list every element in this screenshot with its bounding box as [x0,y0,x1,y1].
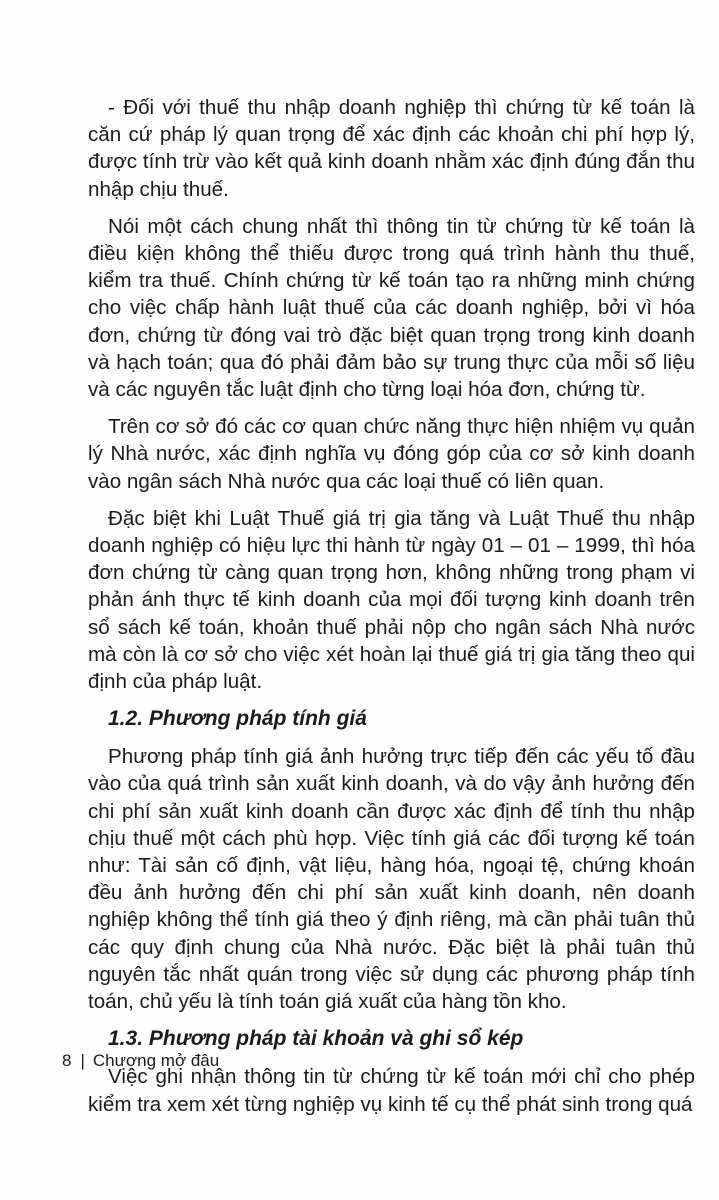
page-body [88,94,695,1128]
paragraph-accounts-double-entry: Việc ghi nhận thông tin từ chứng từ kế toán mới chỉ cho phép kiểm tra xem xét từng nghiệp vụ kinh tế cụ thể phát sinh trong quá [88,1065,695,1116]
section-heading-pricing-method: 1.2. Phương pháp tính giá [108,707,367,731]
paragraph-state-management: Trên cơ sở đó các cơ quan chức năng thực hiện nhiệm vụ quản lý Nhà nước, xác định nghĩa vụ đóng góp của cơ sở kinh doanh vào ngân sách Nhà nước qua các loại thuế có liên quan. [88,415,695,493]
page-footer [62,1050,219,1072]
paragraph-income-tax: - Đối với thuế thu nhập doanh nghiệp thì chứng từ kế toán là căn cứ pháp lý quan trọng để xác định các khoản chi phí hợp lý, được tính trừ vào kết quả kinh doanh nhằm xác định đúng đắn thu nhập chịu thuế. [88,96,695,201]
footer-separator: | [80,1051,85,1070]
paragraph-vat-law: Đặc biệt khi Luật Thuế giá trị gia tăng và Luật Thuế thu nhập doanh nghiệp có hiệu lực thi hành từ ngày 01 – 01 – 1999, thì hóa đơn chứng từ càng quan trọng hơn, không những trong phạm vi phản ánh thực tế kinh doanh của mọi đối tượng kinh doanh trên sổ sách kế toán, khoản thuế phải nộp cho ngân sách Nhà nước mà còn là cơ sở cho việc xét hoàn lại thuế giá trị gia tăng theo qui định của pháp luật. [88,506,695,694]
paragraph-tax-information: Nói một cách chung nhất thì thông tin từ chứng từ kế toán là điều kiện không thể thiếu được trong quá trình hành thu thuế, kiểm tra thuế. Chính chứng từ kế toán tạo ra những minh chứng cho việc chấp hành luật thuế của các doanh nghiệp, bởi vì hóa đơn, chứng từ đóng vai trò đặc biệt quan trọng trong kinh doanh và hạch toán; qua đó phải đảm bảo sự trung thực của mỗi số liệu và các nguyên tắc luật định cho từng loại hóa đơn, chứng từ. [88,214,695,402]
paragraph-pricing-method: Phương pháp tính giá ảnh hưởng trực tiếp đến các yếu tố đầu vào của quá trình sản xuất kinh doanh, và do vậy ảnh hưởng đến chi phí sản xuất kinh doanh cần được xác định để tính thu nhập chịu thuế một cách phù hợp. Việc tính giá các đối tượng kế toán như: Tài sản cố định, vật liệu, hàng hóa, ngoại tệ, chứng khoán đều ảnh hưởng đến chi phí sản xuất kinh doanh, nên doanh nghiệp không thể tính giá theo ý định riêng, mà cần phải tuân thủ các quy định chung của Nhà nước. Đặc biệt là phải tuân thủ nguyên tắc nhất quán trong việc sử dụng các phương pháp tính toán, chủ yếu là tính toán giá xuất của hàng tồn kho. [88,745,695,1014]
chapter-title: Chương mở đâu [92,1051,220,1070]
section-heading-accounts-double-entry: 1.3. Phương pháp tài khoản và ghi sổ kép [108,1027,524,1051]
page-number: 8 [62,1051,72,1070]
